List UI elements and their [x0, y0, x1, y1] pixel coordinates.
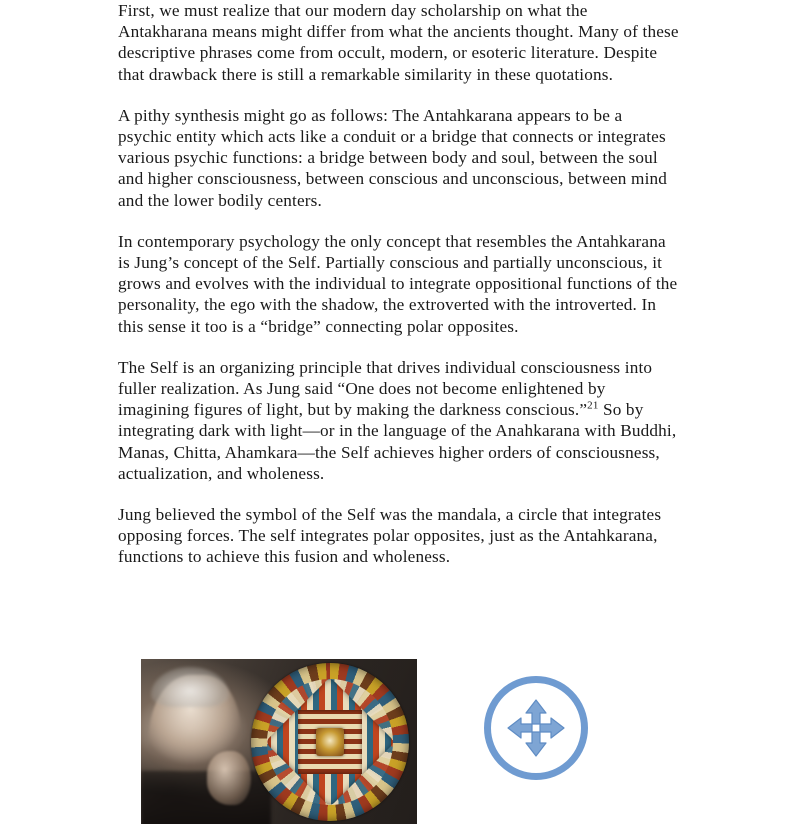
footnote-marker: 21 [587, 399, 599, 412]
paragraph-4-with-footnote [118, 357, 680, 484]
footnote-para-after: So by integrating dark with light—or in the language of the Anahkarana with Buddhi, Manas, Chitta, Ahamkara—the Self achieves higher orders of consciousness, actualization, and wholeness. [118, 400, 677, 483]
mandala-circle [251, 663, 409, 821]
paragraph-5: Jung believed the symbol of the Self was the mandala, a circle that integrates opposing forces. The self integrates polar opposites, just as the Antahkarana, functions to achieve this fusion and wholeness. [118, 505, 662, 567]
paragraph-2: A pithy synthesis might go as follows: The Antahkarana appears to be a psychic entity which acts like a conduit or a bridge that connects or integrates various psychic functions: a bridge between body and soul, between the soul and higher consciousness, between conscious and unconscious, between mind and the lower bodily centers. [118, 105, 668, 210]
footnote-para-before: The Self is an organizing principle that drives individual consciousness into fuller realization. As Jung said “One does not become enlightened by imagining figures of light, but by making the darkness conscious.” [118, 357, 653, 420]
move-icon-arrows [506, 698, 566, 758]
figure-row [0, 650, 800, 831]
mandala-edge-shadow [251, 663, 409, 821]
paragraph-3: In contemporary psychology the only concept that resembles the Antahkarana is Jung’s concept of the Self. Partially conscious and partially unconscious, it grows and evolves with the individual to integrate oppositional functions of the personality, the ego with the shadow, the extroverted with the introverted. In this sense it too is a “bridge” connecting polar opposites. [118, 231, 678, 336]
move-arrows-icon[interactable] [484, 676, 588, 780]
photo-hand [207, 751, 251, 805]
paragraph-1: First, we must realize that our modern day scholarship on what the Antakharana means might differ from what the ancients thought. Many of these descriptive phrases come from occult, modern, or esoteric literature. Despite that drawback there is still a remarkable similarity in these quotations. [118, 1, 679, 84]
jung-mandala-photo [141, 659, 417, 824]
body-text-column [118, 0, 680, 588]
